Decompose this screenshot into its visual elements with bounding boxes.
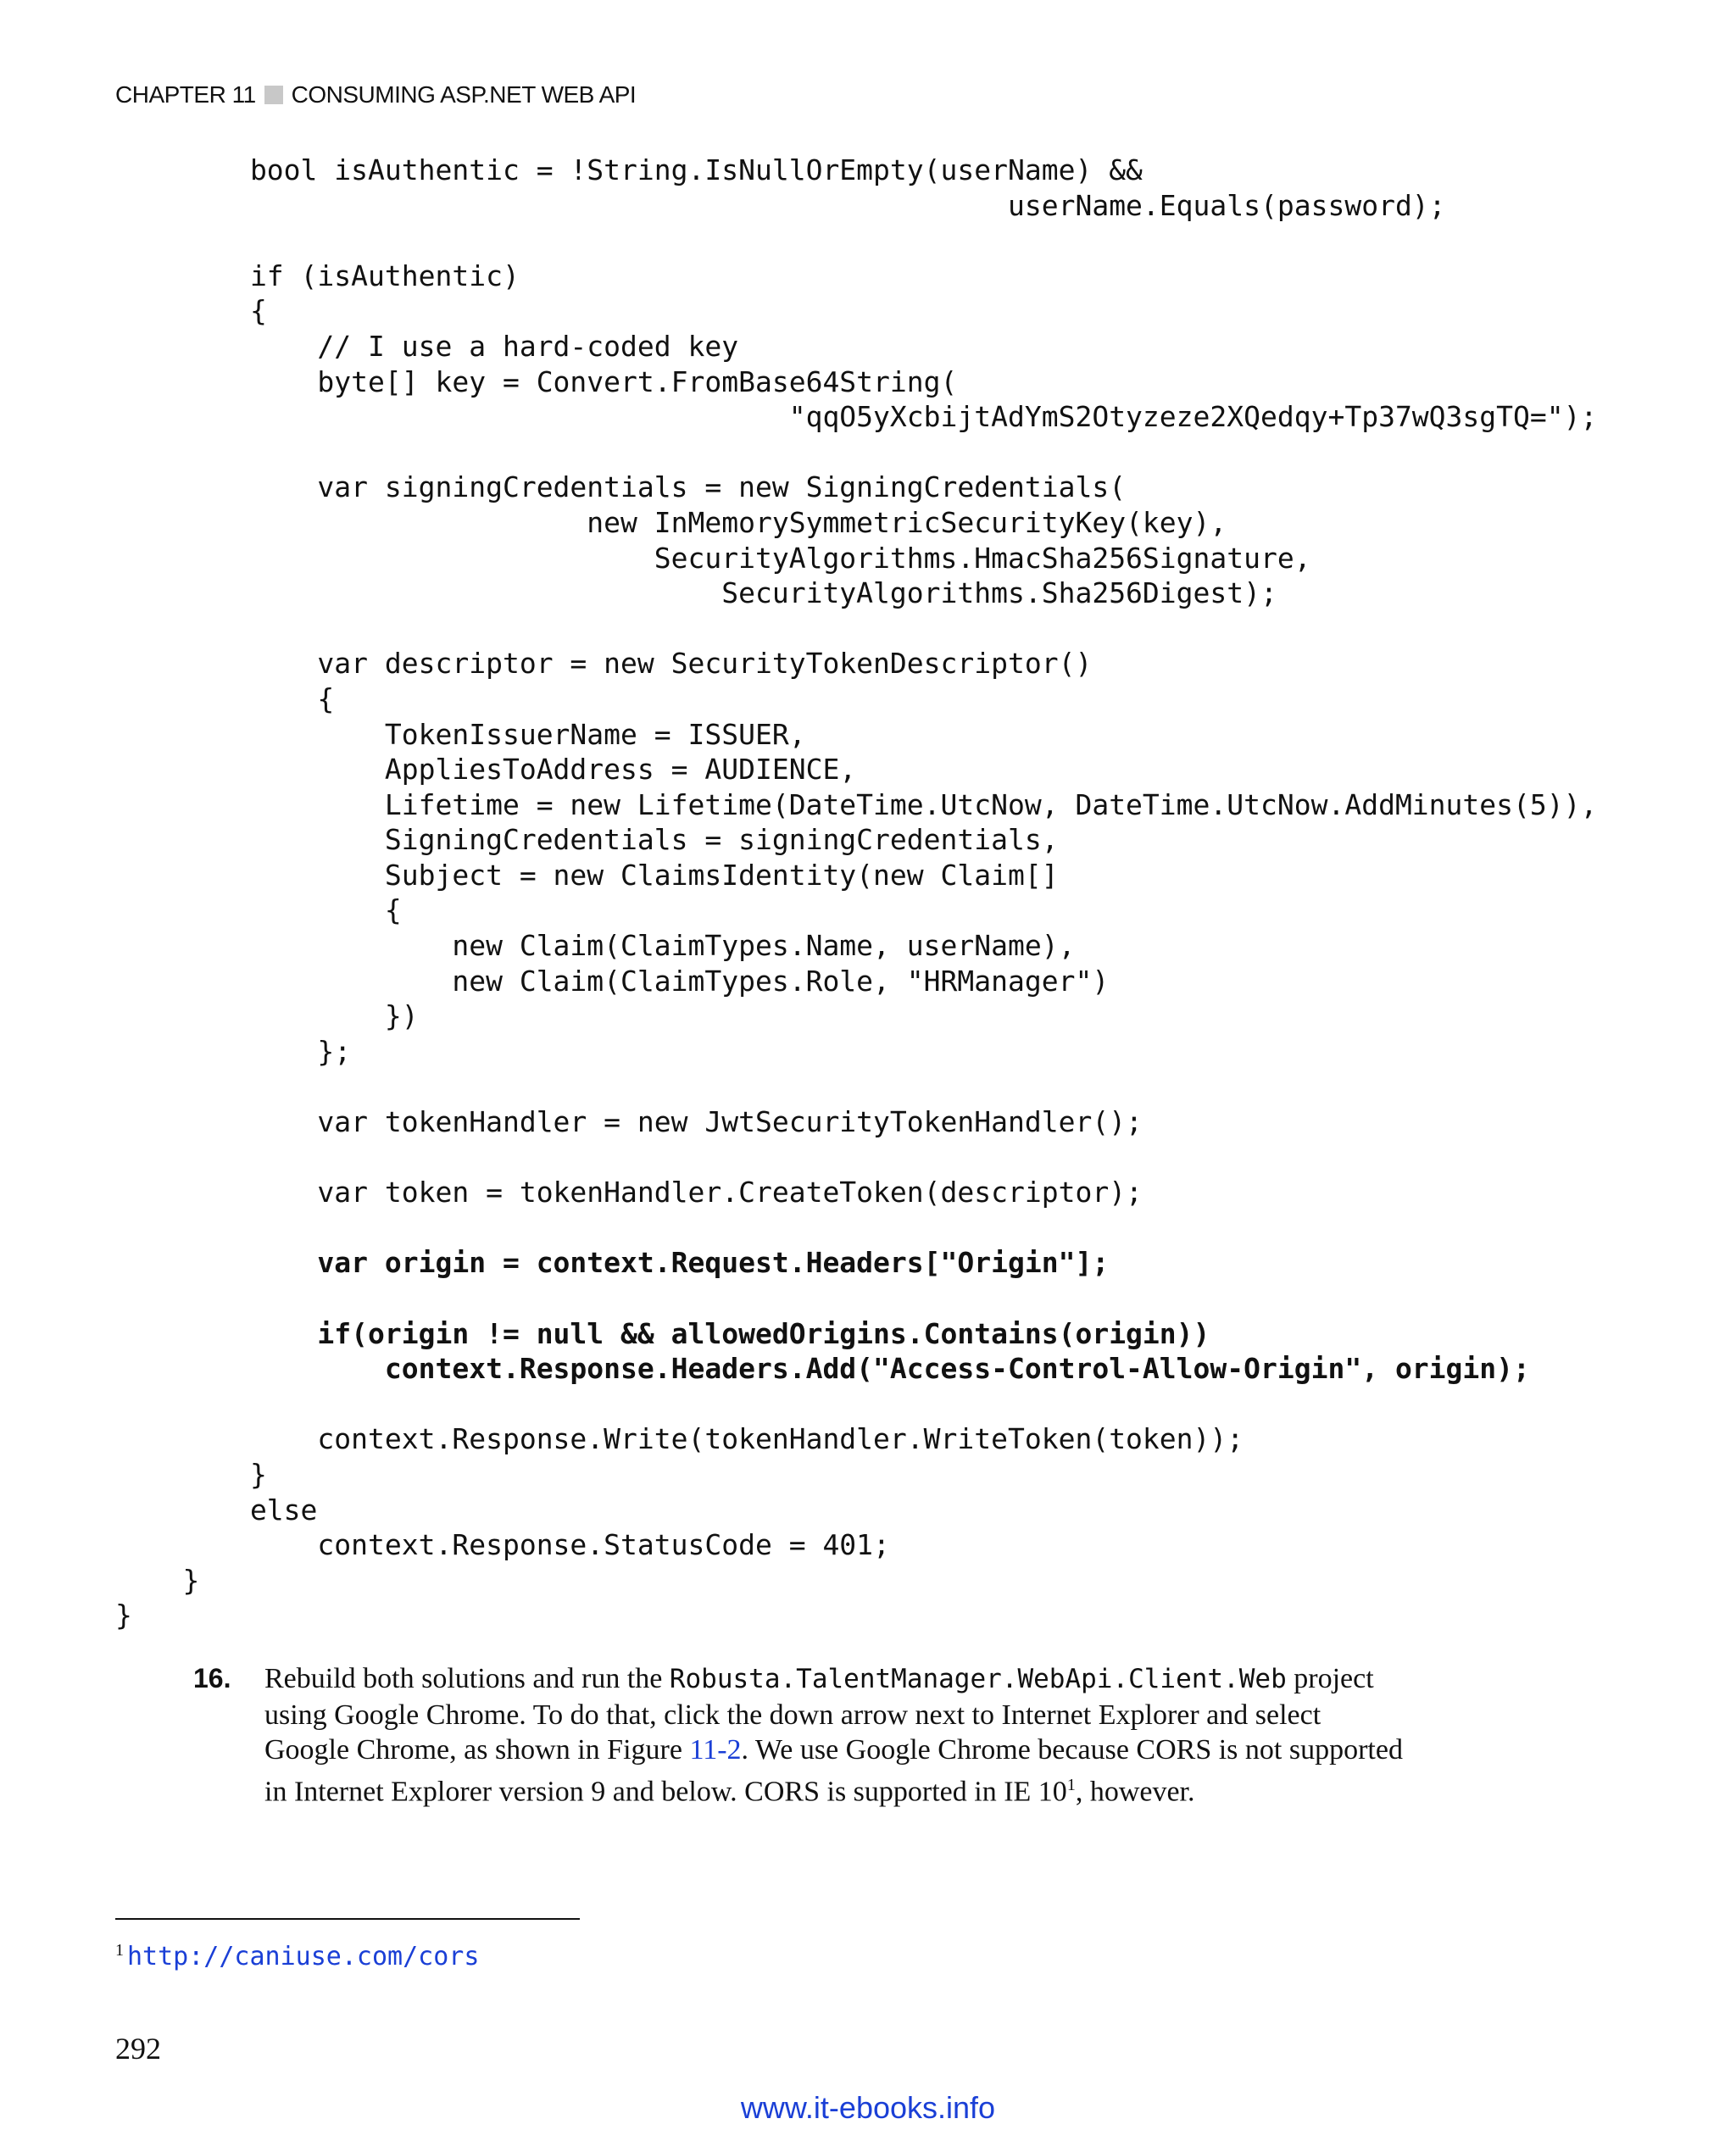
code-line: byte[] key = Convert.FromBase64String( [115,364,958,398]
figure-ref-link[interactable]: 11-2 [689,1734,742,1766]
watermark-link[interactable]: www.it-ebooks.info [740,2090,996,2125]
step-body [264,1661,1405,1810]
code-line: } [115,1457,267,1491]
code-line: var token = tokenHandler.CreateToken(descriptor); [115,1176,1143,1210]
code-line: var signingCredentials = new SigningCredentials( [115,470,1127,504]
code-line: new Claim(ClaimTypes.Name, userName), [115,929,1076,963]
footnote-marker: 1 [115,1941,124,1960]
code-line: { [115,294,267,328]
chapter-title: CONSUMING ASP.NET WEB API [291,81,637,108]
code-line: context.Response.StatusCode = 401; [115,1528,890,1562]
code-line [115,223,1597,259]
step-text-1: Rebuild both solutions and run the [264,1663,670,1694]
code-line: AppliesToAddress = AUDIENCE, [115,753,857,787]
code-line [115,1140,1597,1176]
code-line: var origin = context.Request.Headers["Origin"]; [115,1246,1110,1280]
code-line: new Claim(ClaimTypes.Role, "HRManager") [115,964,1110,998]
footnote [115,1941,479,1971]
code-line: var tokenHandler = new JwtSecurityTokenHandler(); [115,1105,1143,1139]
step-16 [193,1661,1405,1810]
code-line: bool isAuthentic = !String.IsNullOrEmpty(userName) && [115,153,1143,186]
code-line: context.Response.Write(tokenHandler.WriteToken(token)); [115,1422,1244,1456]
code-line: if (isAuthentic) [115,259,520,292]
code-line: TokenIssuerName = ISSUER, [115,717,806,751]
step-text-4: , however. [1075,1776,1195,1808]
code-line: }) [115,999,419,1033]
code-line [115,1069,1597,1104]
footnote-divider [115,1918,580,1920]
code-line: SigningCredentials = signingCredentials, [115,823,1059,857]
code-line [115,1210,1597,1246]
code-line: { [115,893,402,927]
code-line [115,1281,1597,1316]
chapter-label: CHAPTER 11 [115,81,256,108]
code-line: else [115,1493,318,1527]
step-text-2: project using Google Chrome. To do that, click the down arrow next to Internet Explorer and select Google Chrome, as shown in Figure [264,1663,1374,1766]
code-line: new InMemorySymmetricSecurityKey(key), [115,505,1227,539]
step-text-3: . We use Google Chrome because CORS is not supported in Internet Explorer version 9 and below. CORS is supported in IE 10 [264,1734,1403,1808]
code-line: // I use a hard-coded key [115,329,739,363]
code-listing [115,153,1597,1633]
code-line [115,1387,1597,1422]
project-name-code: Robusta.TalentManager.WebApi.Client.Web [669,1664,1287,1694]
step-number: 16. [193,1663,231,1693]
code-line: context.Response.Headers.Add("Access-Control-Allow-Origin", origin); [115,1352,1530,1386]
code-line: } [115,1599,132,1632]
page-number: 292 [115,2032,161,2066]
code-line: SecurityAlgorithms.HmacSha256Signature, [115,541,1311,575]
code-line: Subject = new ClaimsIdentity(new Claim[] [115,858,1059,892]
code-line: }; [115,1034,352,1068]
code-line: "qqO5yXcbijtAdYmS2Otyzeze2XQedqy+Tp37wQ3sgTQ="); [115,400,1598,434]
footnote-marker-ref[interactable]: 1 [1066,1775,1076,1794]
code-line: Lifetime = new Lifetime(DateTime.UtcNow, DateTime.UtcNow.AddMinutes(5)), [115,787,1598,821]
footnote-url-link[interactable]: http://caniuse.com/cors [127,1942,480,1971]
code-line: { [115,681,335,715]
code-line: SecurityAlgorithms.Sha256Digest); [115,576,1277,610]
code-line: } [115,1563,200,1597]
running-header [115,81,636,108]
code-line: userName.Equals(password); [115,188,1446,222]
header-separator-square [264,86,283,104]
code-line: var descriptor = new SecurityTokenDescriptor() [115,647,1093,681]
code-line [115,611,1597,647]
code-line [115,435,1597,470]
code-line: if(origin != null && allowedOrigins.Contains(origin)) [115,1316,1210,1350]
